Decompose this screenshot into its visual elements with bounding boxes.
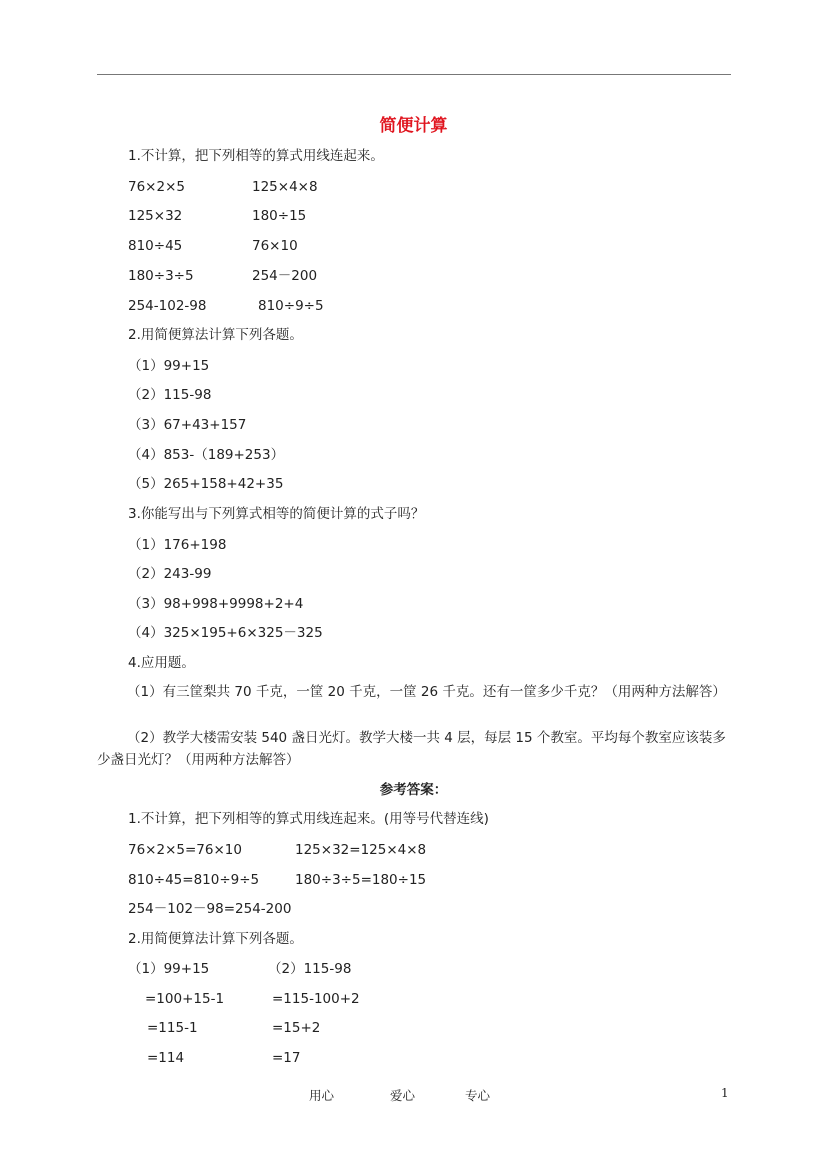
a2-col1-line4: =114 — [147, 1050, 185, 1066]
a2-col2-line1: （2）115-98 — [268, 961, 352, 977]
q4-heading: 4.应用题。 — [128, 655, 195, 671]
a1-heading: 1.不计算，把下列相等的算式用线连起来。(用等号代替连线) — [128, 811, 489, 827]
page-number: 1 — [721, 1086, 729, 1100]
q1-left-5: 254-102-98 — [128, 298, 207, 314]
q3-item-2: （2）243-99 — [128, 566, 212, 582]
q1-right-4: 254－200 — [252, 268, 318, 284]
answers-title: 参考答案： — [379, 782, 448, 798]
a2-col2-line2: =115-100+2 — [272, 991, 360, 1007]
a1-row3: 254－102－98=254-200 — [128, 901, 292, 917]
footer-item-3: 专心 — [465, 1088, 491, 1103]
q2-item-4: （4）853-（189+253） — [128, 447, 285, 463]
q4-problem-1: （1）有三筐梨共 70 千克，一筐 20 千克，一筐 26 千克。还有一筐多少千克？（用两种方法解答） — [127, 684, 726, 700]
q2-heading: 2.用简便算法计算下列各题。 — [128, 327, 303, 343]
q1-right-1: 125×4×8 — [252, 179, 318, 195]
a2-col2-line4: =17 — [272, 1050, 301, 1066]
a1-row1-right: 125×32=125×4×8 — [295, 842, 427, 858]
q1-left-2: 125×32 — [128, 208, 183, 224]
q1-right-2: 180÷15 — [252, 208, 307, 224]
q3-heading: 3.你能写出与下列算式相等的简便计算的式子吗？ — [128, 506, 425, 522]
q2-item-1: （1）99+15 — [128, 358, 210, 374]
a2-col2-line3: =15+2 — [272, 1020, 321, 1036]
a1-row1-left: 76×2×5=76×10 — [128, 842, 242, 858]
q2-item-2: （2）115-98 — [128, 387, 212, 403]
footer-item-2: 爱心 — [390, 1088, 416, 1103]
q1-heading: 1.不计算，把下列相等的算式用线连起来。 — [128, 148, 384, 164]
a2-heading: 2.用简便算法计算下列各题。 — [128, 931, 303, 947]
a2-col1-line1: （1）99+15 — [128, 961, 210, 977]
q3-item-1: （1）176+198 — [128, 537, 227, 553]
q1-right-3: 76×10 — [252, 238, 298, 254]
a1-row2-left: 810÷45=810÷9÷5 — [128, 872, 260, 888]
page-title: 简便计算 — [379, 116, 448, 136]
q2-item-5: （5）265+158+42+35 — [128, 476, 284, 492]
q2-item-3: （3）67+43+157 — [128, 417, 247, 433]
q4-problem-2: （2）教学大楼需安装 540 盏日光灯。教学大楼一共 4 层，每层 15 个教室。平均每个教室应该装多少盏日光灯？（用两种方法解答） — [97, 730, 726, 768]
q3-item-4: （4）325×195+6×325－325 — [128, 625, 323, 641]
q1-right-5: 810÷9÷5 — [258, 298, 324, 314]
header-rule — [97, 74, 731, 75]
a1-row2-right: 180÷3÷5=180÷15 — [295, 872, 427, 888]
q1-left-4: 180÷3÷5 — [128, 268, 194, 284]
q3-item-3: （3）98+998+9998+2+4 — [128, 596, 304, 612]
footer-item-1: 用心 — [309, 1088, 335, 1103]
a2-col1-line3: =115-1 — [147, 1020, 198, 1036]
a2-col1-line2: =100+15-1 — [145, 991, 225, 1007]
q1-left-3: 810÷45 — [128, 238, 183, 254]
q1-left-1: 76×2×5 — [128, 179, 185, 195]
